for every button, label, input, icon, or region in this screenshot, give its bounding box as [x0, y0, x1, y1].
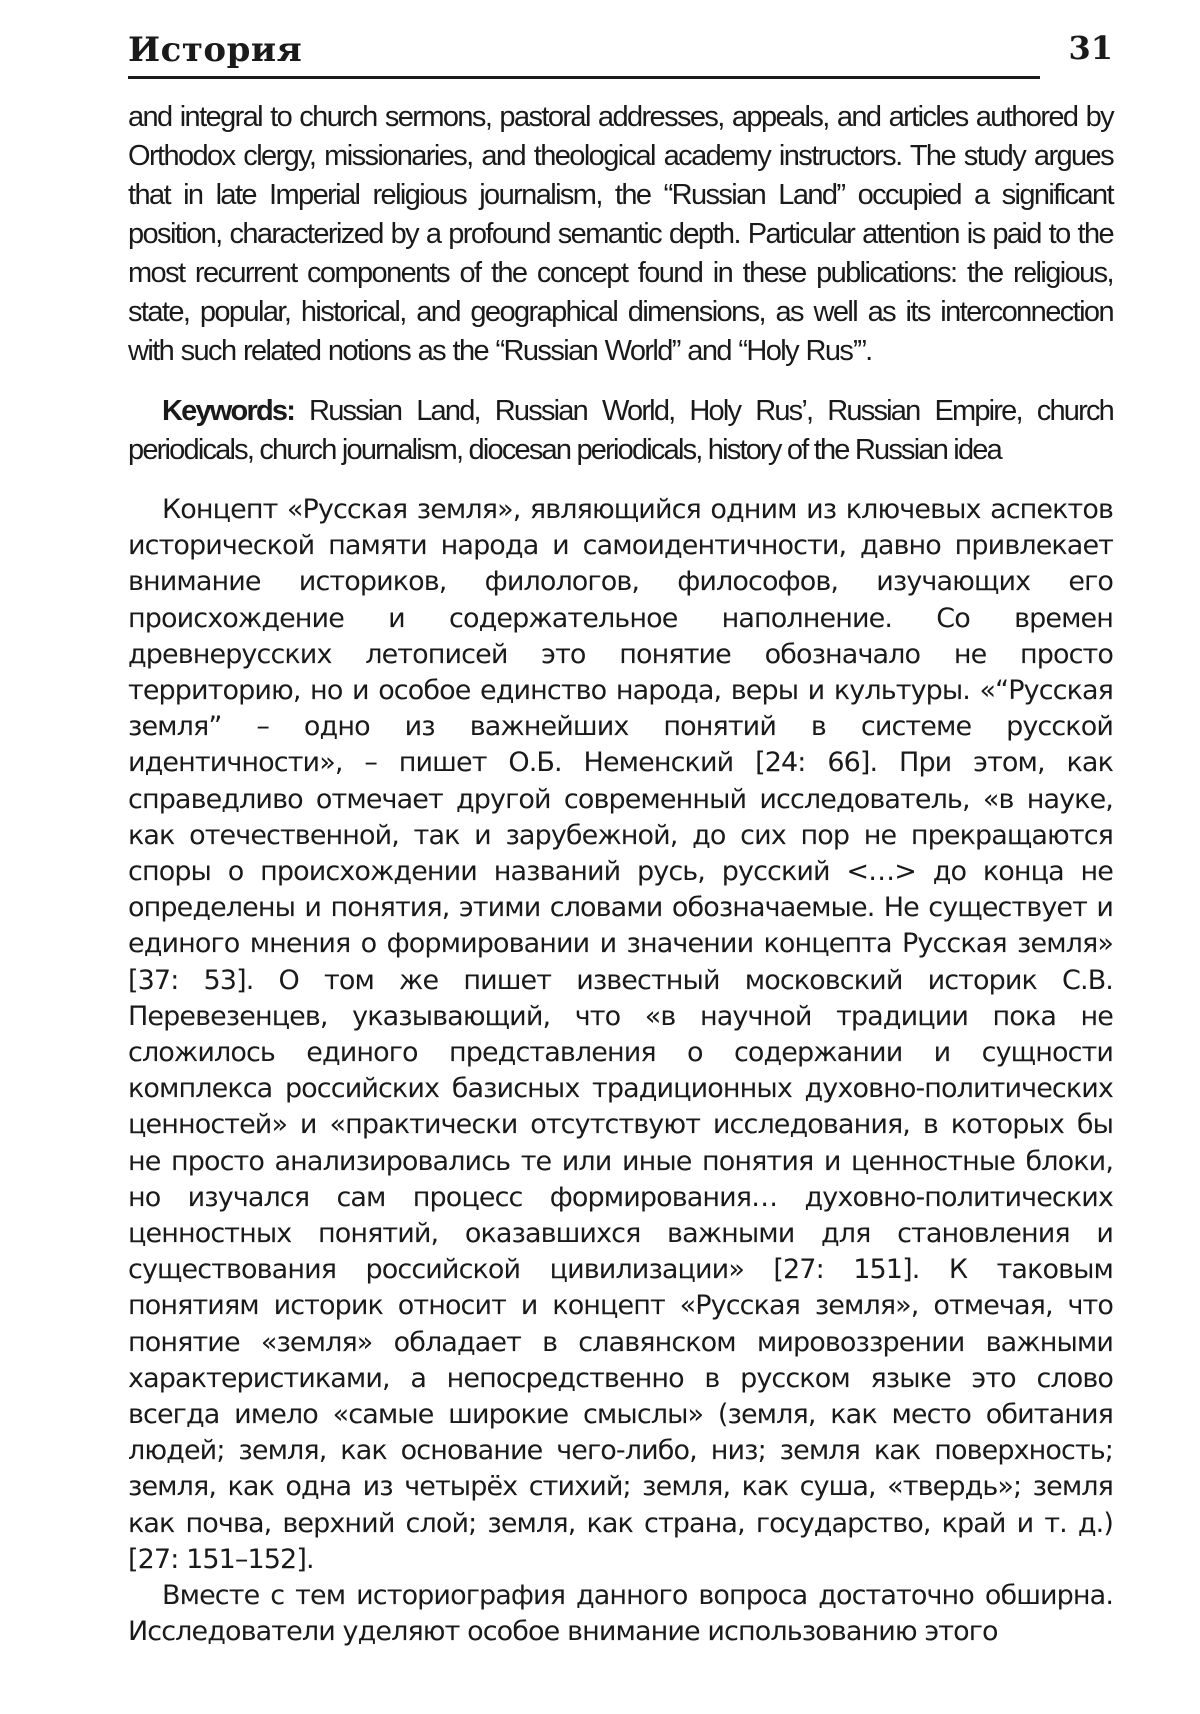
keywords — [128, 392, 1113, 470]
body-paragraph-2: Вместе с тем историография данного вопроса достаточно обширна. Исследователи уделяют особое внимание использованию этого — [128, 1580, 1113, 1648]
header-rule — [128, 76, 1040, 79]
section-title: История — [128, 30, 303, 70]
body-paragraph-1: Концепт «Русская земля», являющийся одним из ключевых аспектов исторической памяти народа и самоидентичности, давно привлекает внимание историков, филологов, философов, изучающих его происхождение и содержательное наполнение. Со времен древнерусских летописей это понятие обозначало не просто территорию, но и особое единство народа, веры и культуры. «“Русская земля” – одно из важнейших понятий в системе русской идентичности», – пишет О.Б. Неменский [24: 66]. При этом, как справедливо отмечает другой современный исследователь, «в науке, как отечественной, так и зарубежной, до сих пор не прекращаются споры о происхождении названий русь, русский <…> до конца не определены и понятия, этими словами обозначаемые. Не существует и единого мнения о формировании и значении концепта Русская земля» [37: 53]. О том же пишет известный московский историк С.В. Перевезенцев, указывающий, что «в научной традиции пока не сложилось единого представления о содержании и сущности комплекса российских базисных традиционных духовно-политических ценностей» и «практически отсутствуют исследования, в которых бы не просто анализировались те или иные понятия и ценностные блоки, но изучался сам процесс формирования… духовно-политических ценностных понятий, оказавшихся важными для становления и существования российской цивилизации» [27: 151]. К таковым понятиям историк относит и концепт «Русская земля», отмечая, что понятие «земля» обладает в славянском мировоззрении важными характеристиками, а непосредственно в русском языке это слово всегда имело «самые широкие смыслы» (земля, как место обитания людей; земля, как основание чего-либо, низ; земля как поверхность; земля, как одна из четырёх стихий; земля, как суша, «твердь»; земля как почва, верхний слой; земля, как страна, государство, край и т. д.) [27: 151–152]. — [128, 494, 1113, 1575]
page-number: 31 — [1068, 29, 1113, 67]
abstract-text: and integral to church sermons, pastoral addresses, appeals, and articles authored by Orthodox clergy, missionaries, and theological academy instructors. The study argues that in late Imperial religious journalism, the “Russian Land” occupied a significant position, characterized by a profound semantic depth. Particular attention is paid to the most recurrent components of the concept found in these publications: the religious, state, popular, historical, and geographical dimensions, as well as its interconnection with such related notions as the “Russian World” and “Holy Rus’”. — [128, 101, 1113, 367]
article-body — [128, 492, 1113, 1651]
keywords-list: Russian Land, Russian World, Holy Rus’, Russian Empire, church periodicals, church journalism, diocesan periodicals, history of the Russian idea — [128, 395, 1113, 466]
running-head — [128, 28, 1113, 80]
keywords-label: Keywords: — [162, 395, 295, 427]
